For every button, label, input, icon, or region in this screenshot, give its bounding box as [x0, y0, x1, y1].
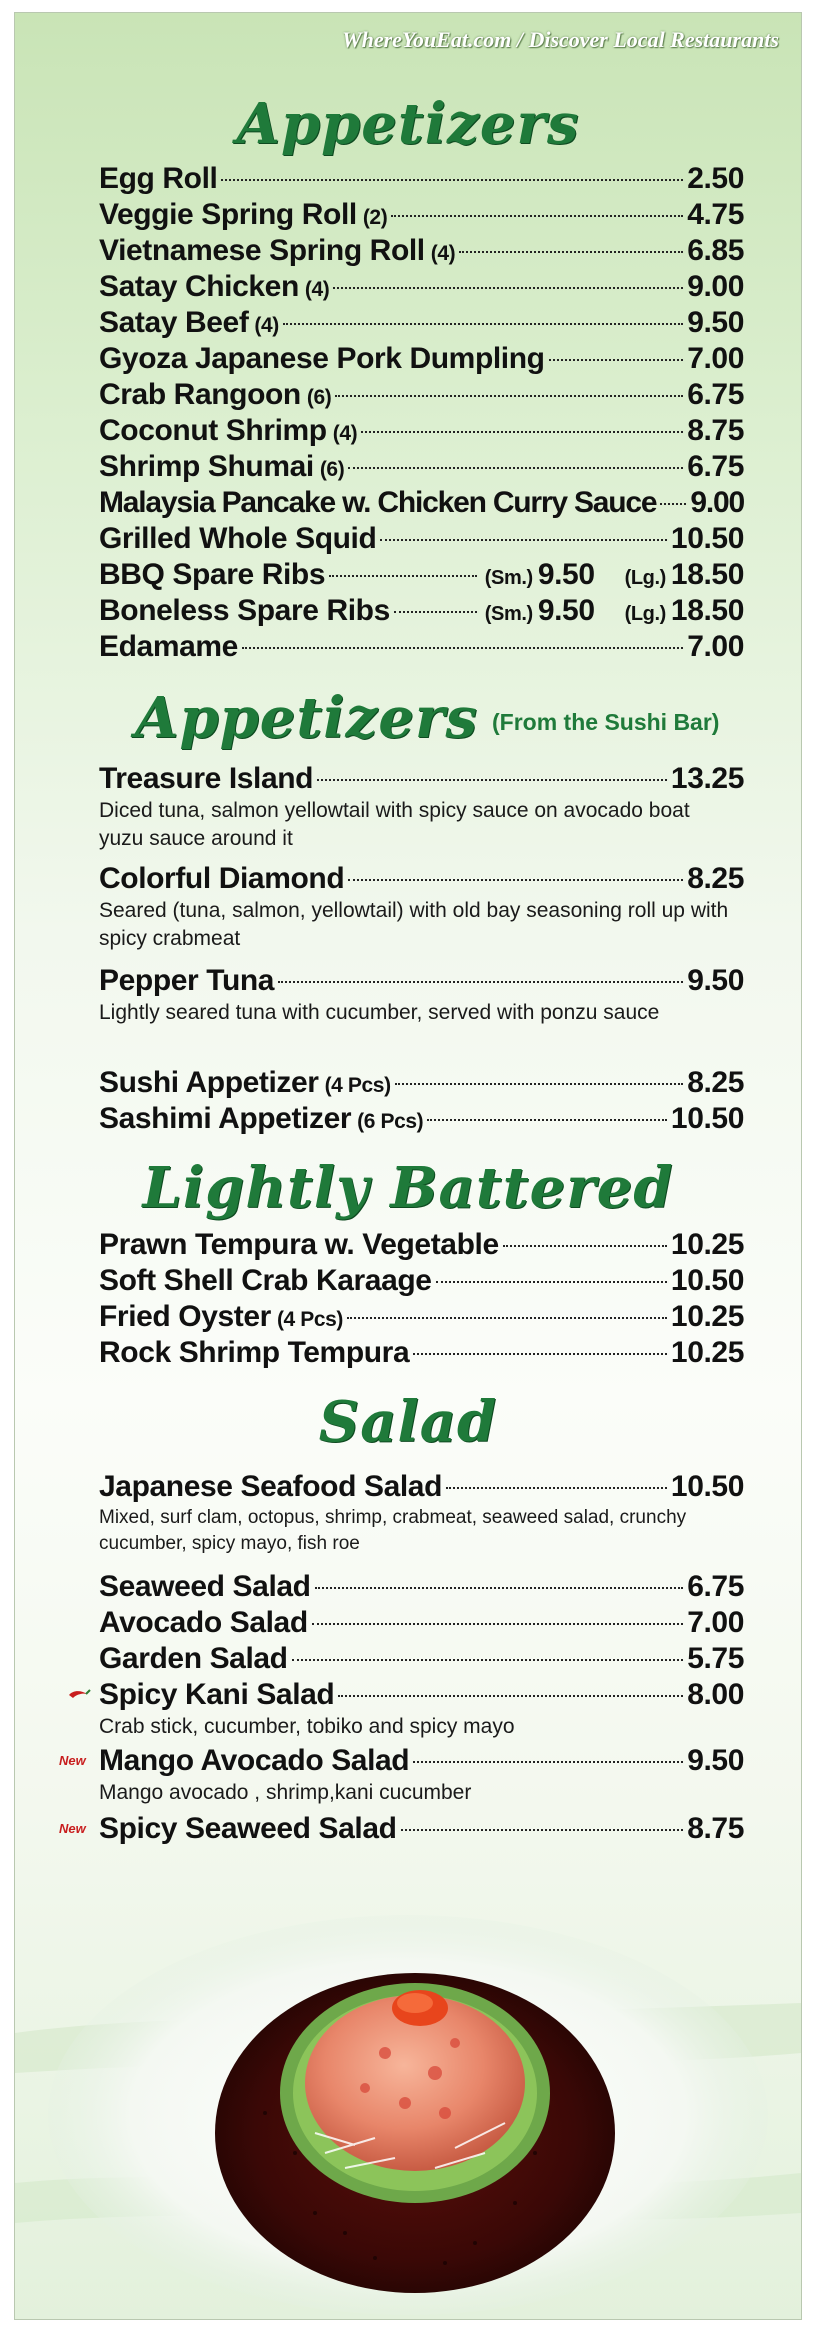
item-price: 7.00	[687, 630, 744, 663]
item-name: Malaysia Pancake w. Chicken Curry Sauce	[99, 486, 657, 519]
item-name: Soft Shell Crab Karaage	[99, 1264, 432, 1297]
salad-title: Salad	[318, 1389, 498, 1455]
item-price: 7.00	[687, 1606, 744, 1639]
dot-leader	[221, 179, 683, 181]
dot-leader	[660, 503, 686, 505]
dot-leader	[413, 1761, 683, 1763]
dot-leader	[394, 611, 477, 613]
item-quantity: (2)	[362, 206, 388, 229]
item-price: 10.25	[670, 1228, 744, 1261]
item-name: Satay Chicken	[99, 270, 299, 303]
menu-item	[99, 1227, 744, 1263]
item-price: 13.25	[670, 762, 744, 795]
item-price: 8.00	[687, 1678, 744, 1711]
menu-item	[99, 1677, 744, 1713]
item-quantity: (4 Pcs)	[324, 1074, 391, 1097]
menu-item	[99, 1065, 744, 1104]
item-quantity: (4)	[332, 422, 358, 445]
menu-item	[99, 233, 744, 272]
item-name: Garden Salad	[99, 1642, 288, 1675]
size-large-label: (Lg.)	[624, 567, 666, 589]
item-price: 8.25	[687, 1066, 744, 1099]
item-description: Mixed, surf clam, octopus, shrimp, crabmeat, seaweed salad, crunchy cucumber, spicy mayo, fish roe	[99, 1507, 687, 1554]
sushi-bar-subtitle: (From the Sushi Bar)	[492, 708, 720, 735]
dot-leader	[459, 251, 683, 253]
item-price: 8.25	[687, 862, 744, 895]
menu-item	[99, 1743, 744, 1779]
menu-item	[99, 161, 744, 197]
item-price: 8.75	[687, 1812, 744, 1845]
small-price: 9.50	[537, 594, 595, 627]
menu-item	[99, 1263, 744, 1299]
dot-leader	[413, 1353, 667, 1355]
item-price: 5.75	[687, 1642, 744, 1675]
item-quantity: (4)	[254, 314, 279, 337]
menu-item	[99, 1101, 744, 1140]
item-description: Diced tuna, salmon yellowtail with spicy sauce on avocado boat yuzu sauce around it	[99, 799, 690, 850]
menu-item	[99, 449, 744, 488]
item-name: Sushi Appetizer	[99, 1066, 319, 1099]
item-description: Crab stick, cucumber, tobiko and spicy mayo	[99, 1715, 515, 1738]
item-name: Vietnamese Spring Roll	[99, 234, 425, 267]
lightly-battered-title: Lightly Battered	[142, 1155, 674, 1221]
menu-item	[99, 521, 744, 557]
dot-leader	[549, 359, 684, 361]
large-price: 18.50	[670, 558, 744, 591]
item-name: Boneless Spare Ribs	[99, 594, 390, 627]
item-price: 6.75	[687, 450, 744, 483]
dot-leader	[335, 395, 683, 397]
item-price: 6.85	[687, 234, 744, 267]
menu-item	[99, 341, 744, 377]
item-price: 8.75	[687, 414, 744, 447]
site-header[interactable]: WhereYouEat.com / Discover Local Restaurants	[342, 27, 779, 52]
item-name: Colorful Diamond	[99, 862, 345, 895]
hot-pepper-icon	[67, 1689, 91, 1701]
item-price: 10.25	[670, 1300, 744, 1333]
item-name: Egg Roll	[99, 162, 218, 195]
appetizers-title: Appetizers	[236, 91, 580, 157]
sushi-bar-title-text: Appetizers	[135, 685, 478, 751]
item-price: 10.25	[670, 1336, 744, 1369]
item-name: Satay Beef	[99, 306, 249, 339]
menu-item	[99, 761, 744, 797]
dot-leader	[317, 779, 667, 781]
item-name: Rock Shrimp Tempura	[99, 1336, 410, 1369]
menu-item	[99, 305, 744, 344]
item-name: Edamame	[99, 630, 238, 663]
menu-item	[99, 1299, 744, 1338]
dot-leader	[338, 1695, 683, 1697]
item-price: 10.50	[670, 1264, 744, 1297]
item-quantity: (4)	[430, 242, 456, 265]
item-price: 10.50	[670, 522, 744, 555]
dot-leader	[427, 1119, 667, 1121]
size-large-label: (Lg.)	[624, 603, 666, 625]
dot-leader	[348, 879, 683, 881]
item-name: Sashimi Appetizer	[99, 1102, 352, 1135]
item-price: 9.00	[690, 486, 744, 519]
item-price: 6.75	[687, 378, 744, 411]
menu-item	[99, 1469, 744, 1505]
size-small-label: (Sm.)	[484, 567, 533, 589]
item-quantity: (4)	[304, 278, 330, 301]
menu-item	[99, 557, 744, 596]
menu-item	[99, 861, 744, 897]
menu-item	[99, 1641, 744, 1677]
item-name: Veggie Spring Roll	[99, 198, 357, 231]
dot-leader	[329, 575, 477, 577]
item-price: 10.50	[670, 1102, 744, 1135]
item-quantity: (6 Pcs)	[357, 1110, 424, 1133]
item-name: Treasure Island	[99, 762, 314, 795]
item-price: 6.75	[687, 1570, 744, 1603]
dot-leader	[446, 1487, 667, 1489]
item-price: 9.00	[687, 270, 744, 303]
menu-item	[99, 377, 744, 416]
item-name: Spicy Kani Salad	[99, 1678, 335, 1711]
new-badge: New	[59, 1821, 86, 1836]
item-description: Seared (tuna, salmon, yellowtail) with old bay seasoning roll up with spicy crabmeat	[99, 899, 729, 950]
dot-leader	[380, 539, 667, 541]
item-name: Fried Oyster	[99, 1300, 271, 1333]
menu-item	[99, 485, 744, 521]
menu-item	[99, 593, 744, 632]
item-description: Lightly seared tuna with cucumber, served with ponzu sauce	[99, 1001, 660, 1024]
item-quantity: (4 Pcs)	[276, 1308, 344, 1331]
menu-item	[99, 197, 744, 236]
item-name: Grilled Whole Squid	[99, 522, 377, 555]
dot-leader	[361, 431, 683, 433]
item-name: Seaweed Salad	[99, 1570, 311, 1603]
menu-item	[99, 1335, 744, 1371]
dot-leader	[401, 1829, 684, 1831]
size-small-label: (Sm.)	[484, 603, 533, 625]
item-name: Mango Avocado Salad	[99, 1744, 410, 1777]
item-name: Spicy Seaweed Salad	[99, 1812, 397, 1845]
menu-item	[99, 1569, 744, 1605]
item-quantity: (6)	[306, 386, 332, 409]
sushi-bar-title	[135, 685, 801, 751]
item-name: Pepper Tuna	[99, 964, 275, 997]
dot-leader	[242, 647, 683, 649]
item-name: Coconut Shrimp	[99, 414, 327, 447]
item-price: 9.50	[687, 964, 744, 997]
item-price: 10.50	[670, 1470, 744, 1503]
dot-leader	[312, 1623, 683, 1625]
menu-item	[99, 413, 744, 452]
dot-leader	[503, 1245, 667, 1247]
dot-leader	[436, 1281, 667, 1283]
item-name: Shrimp Shumai	[99, 450, 314, 483]
item-price: 9.50	[687, 1744, 744, 1777]
small-price: 9.50	[537, 558, 595, 591]
item-price: 7.00	[687, 342, 744, 375]
dot-leader	[391, 215, 683, 217]
dot-leader	[292, 1659, 684, 1661]
item-name: BBQ Spare Ribs	[99, 558, 326, 591]
dot-leader	[347, 1317, 667, 1319]
item-price: 2.50	[687, 162, 744, 195]
dot-leader	[333, 287, 683, 289]
dot-leader	[315, 1587, 684, 1589]
dot-leader	[283, 323, 683, 325]
item-name: Crab Rangoon	[99, 378, 301, 411]
dot-leader	[278, 981, 683, 983]
new-badge: New	[59, 1753, 86, 1768]
item-price: 9.50	[687, 306, 744, 339]
menu-item	[99, 1811, 744, 1847]
item-name: Gyoza Japanese Pork Dumpling	[99, 342, 545, 375]
item-quantity: (6)	[319, 458, 345, 481]
large-price: 18.50	[670, 594, 744, 627]
menu-item	[99, 269, 744, 308]
menu-item	[99, 1605, 744, 1641]
item-name: Prawn Tempura w. Vegetable	[99, 1228, 499, 1261]
item-name: Avocado Salad	[99, 1606, 308, 1639]
item-description: Mango avocado , shrimp,kani cucumber	[99, 1781, 472, 1804]
menu-page	[14, 12, 802, 2320]
item-name: Japanese Seafood Salad	[99, 1470, 443, 1503]
menu-item	[99, 963, 744, 999]
dot-leader	[395, 1083, 684, 1085]
dot-leader	[348, 467, 683, 469]
item-price: 4.75	[687, 198, 744, 231]
spicy-salad-dish-photo	[15, 1883, 801, 2319]
menu-item	[99, 629, 744, 665]
